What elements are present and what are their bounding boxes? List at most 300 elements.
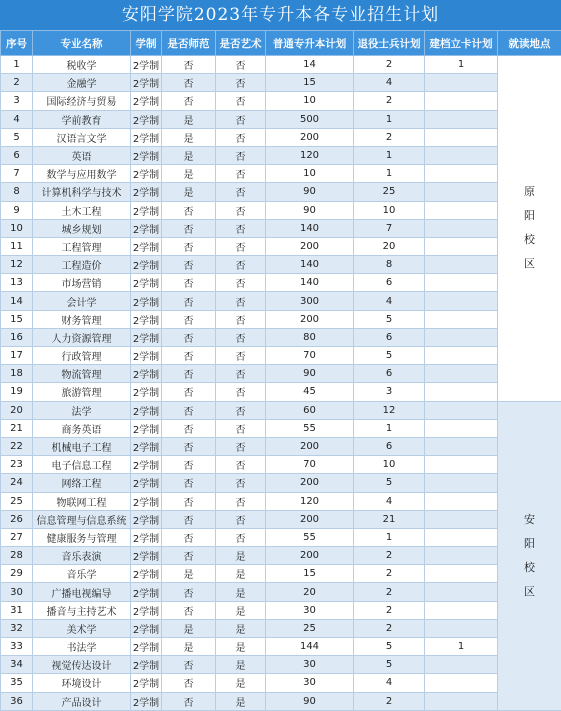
cell-art: 否 <box>216 256 266 274</box>
cell-poverty-plan <box>425 165 498 183</box>
cell-poverty-plan <box>425 419 498 437</box>
cell-duration: 2学制 <box>131 219 162 237</box>
cell-duration: 2学制 <box>131 310 162 328</box>
cell-duration: 2学制 <box>131 383 162 401</box>
table-row <box>1 292 561 310</box>
cell-veteran-plan: 2 <box>354 547 425 565</box>
cell-art: 是 <box>216 583 266 601</box>
cell-index: 32 <box>1 619 33 637</box>
cell-art: 是 <box>216 638 266 656</box>
table-row <box>1 656 561 674</box>
cell-normal: 否 <box>162 237 216 255</box>
cell-normal: 否 <box>162 456 216 474</box>
cell-location <box>498 401 561 710</box>
cell-regular-plan: 15 <box>266 565 354 583</box>
table-row <box>1 437 561 455</box>
cell-normal: 否 <box>162 510 216 528</box>
cell-art: 否 <box>216 183 266 201</box>
cell-normal: 否 <box>162 492 216 510</box>
cell-major: 工程造价 <box>33 256 131 274</box>
cell-duration: 2学制 <box>131 656 162 674</box>
table-row <box>1 128 561 146</box>
cell-major: 行政管理 <box>33 347 131 365</box>
header-normal: 是否师范 <box>162 31 216 56</box>
cell-normal: 否 <box>162 219 216 237</box>
cell-major: 信息管理与信息系统 <box>33 510 131 528</box>
cell-normal: 否 <box>162 92 216 110</box>
cell-normal: 是 <box>162 165 216 183</box>
cell-veteran-plan: 1 <box>354 110 425 128</box>
table-row <box>1 201 561 219</box>
cell-veteran-plan: 2 <box>354 128 425 146</box>
cell-index: 20 <box>1 401 33 419</box>
cell-duration: 2学制 <box>131 237 162 255</box>
cell-veteran-plan: 1 <box>354 528 425 546</box>
cell-major: 音乐表演 <box>33 547 131 565</box>
cell-veteran-plan: 2 <box>354 601 425 619</box>
cell-poverty-plan <box>425 292 498 310</box>
cell-veteran-plan: 10 <box>354 201 425 219</box>
cell-art: 否 <box>216 146 266 164</box>
cell-art: 否 <box>216 128 266 146</box>
cell-art: 否 <box>216 474 266 492</box>
cell-major: 美术学 <box>33 619 131 637</box>
cell-index: 34 <box>1 656 33 674</box>
cell-normal: 否 <box>162 583 216 601</box>
cell-duration: 2学制 <box>131 347 162 365</box>
cell-duration: 2学制 <box>131 510 162 528</box>
cell-art: 否 <box>216 310 266 328</box>
location-char: 原 <box>498 180 561 204</box>
cell-poverty-plan: 1 <box>425 56 498 74</box>
table-body <box>1 56 561 711</box>
cell-major: 电子信息工程 <box>33 456 131 474</box>
cell-art: 否 <box>216 528 266 546</box>
cell-veteran-plan: 3 <box>354 383 425 401</box>
cell-regular-plan: 70 <box>266 347 354 365</box>
cell-regular-plan: 300 <box>266 292 354 310</box>
cell-veteran-plan: 4 <box>354 292 425 310</box>
cell-index: 5 <box>1 128 33 146</box>
cell-veteran-plan: 10 <box>354 456 425 474</box>
cell-regular-plan: 140 <box>266 256 354 274</box>
cell-art: 否 <box>216 110 266 128</box>
cell-duration: 2学制 <box>131 674 162 692</box>
cell-veteran-plan: 5 <box>354 347 425 365</box>
cell-major: 市场营销 <box>33 274 131 292</box>
cell-regular-plan: 120 <box>266 146 354 164</box>
cell-index: 11 <box>1 237 33 255</box>
cell-normal: 否 <box>162 419 216 437</box>
cell-art: 是 <box>216 656 266 674</box>
cell-major: 书法学 <box>33 638 131 656</box>
cell-duration: 2学制 <box>131 437 162 455</box>
cell-regular-plan: 15 <box>266 74 354 92</box>
cell-veteran-plan: 2 <box>354 619 425 637</box>
cell-normal: 否 <box>162 201 216 219</box>
cell-major: 物联网工程 <box>33 492 131 510</box>
cell-poverty-plan <box>425 456 498 474</box>
table-row <box>1 383 561 401</box>
location-char: 区 <box>498 252 561 276</box>
cell-normal: 否 <box>162 401 216 419</box>
cell-art: 否 <box>216 492 266 510</box>
header-poverty-plan: 建档立卡计划 <box>425 31 498 56</box>
cell-normal: 否 <box>162 310 216 328</box>
cell-index: 36 <box>1 692 33 710</box>
cell-art: 是 <box>216 619 266 637</box>
cell-poverty-plan <box>425 310 498 328</box>
cell-veteran-plan: 1 <box>354 165 425 183</box>
cell-regular-plan: 120 <box>266 492 354 510</box>
cell-poverty-plan <box>425 219 498 237</box>
cell-poverty-plan <box>425 365 498 383</box>
cell-duration: 2学制 <box>131 619 162 637</box>
cell-normal: 否 <box>162 656 216 674</box>
cell-duration: 2学制 <box>131 528 162 546</box>
cell-duration: 2学制 <box>131 365 162 383</box>
cell-normal: 否 <box>162 56 216 74</box>
cell-veteran-plan: 6 <box>354 437 425 455</box>
cell-poverty-plan <box>425 110 498 128</box>
cell-veteran-plan: 2 <box>354 565 425 583</box>
cell-regular-plan: 80 <box>266 328 354 346</box>
cell-index: 23 <box>1 456 33 474</box>
cell-major: 工程管理 <box>33 237 131 255</box>
cell-major: 旅游管理 <box>33 383 131 401</box>
cell-art: 是 <box>216 547 266 565</box>
cell-duration: 2学制 <box>131 547 162 565</box>
cell-duration: 2学制 <box>131 56 162 74</box>
cell-regular-plan: 30 <box>266 601 354 619</box>
cell-index: 19 <box>1 383 33 401</box>
table-row <box>1 619 561 637</box>
cell-duration: 2学制 <box>131 456 162 474</box>
cell-poverty-plan <box>425 492 498 510</box>
cell-major: 健康服务与管理 <box>33 528 131 546</box>
cell-art: 否 <box>216 383 266 401</box>
cell-location <box>498 56 561 402</box>
location-char: 校 <box>498 228 561 252</box>
cell-poverty-plan <box>425 128 498 146</box>
table-row <box>1 165 561 183</box>
cell-duration: 2学制 <box>131 292 162 310</box>
cell-normal: 否 <box>162 547 216 565</box>
table-row <box>1 347 561 365</box>
cell-major: 广播电视编导 <box>33 583 131 601</box>
cell-regular-plan: 200 <box>266 128 354 146</box>
cell-art: 否 <box>216 347 266 365</box>
cell-major: 物流管理 <box>33 365 131 383</box>
cell-normal: 否 <box>162 256 216 274</box>
table-row <box>1 674 561 692</box>
cell-regular-plan: 90 <box>266 692 354 710</box>
cell-index: 16 <box>1 328 33 346</box>
cell-index: 28 <box>1 547 33 565</box>
cell-duration: 2学制 <box>131 165 162 183</box>
cell-normal: 是 <box>162 638 216 656</box>
table-row <box>1 110 561 128</box>
cell-duration: 2学制 <box>131 601 162 619</box>
cell-regular-plan: 25 <box>266 619 354 637</box>
cell-normal: 否 <box>162 328 216 346</box>
header-art: 是否艺术 <box>216 31 266 56</box>
cell-poverty-plan <box>425 256 498 274</box>
cell-poverty-plan <box>425 510 498 528</box>
cell-regular-plan: 10 <box>266 165 354 183</box>
table-row <box>1 401 561 419</box>
cell-index: 14 <box>1 292 33 310</box>
cell-duration: 2学制 <box>131 401 162 419</box>
cell-normal: 否 <box>162 692 216 710</box>
cell-duration: 2学制 <box>131 274 162 292</box>
cell-index: 22 <box>1 437 33 455</box>
table-row <box>1 638 561 656</box>
table-row <box>1 583 561 601</box>
table-row <box>1 310 561 328</box>
cell-art: 否 <box>216 201 266 219</box>
cell-major: 数学与应用数学 <box>33 165 131 183</box>
cell-index: 7 <box>1 165 33 183</box>
cell-art: 否 <box>216 219 266 237</box>
cell-major: 土木工程 <box>33 201 131 219</box>
table-row <box>1 237 561 255</box>
cell-regular-plan: 55 <box>266 419 354 437</box>
header-regular-plan: 普通专升本计划 <box>266 31 354 56</box>
cell-index: 6 <box>1 146 33 164</box>
cell-regular-plan: 45 <box>266 383 354 401</box>
cell-normal: 否 <box>162 437 216 455</box>
cell-regular-plan: 144 <box>266 638 354 656</box>
cell-regular-plan: 200 <box>266 437 354 455</box>
cell-index: 3 <box>1 92 33 110</box>
cell-duration: 2学制 <box>131 328 162 346</box>
cell-poverty-plan <box>425 274 498 292</box>
cell-art: 否 <box>216 510 266 528</box>
cell-art: 否 <box>216 165 266 183</box>
cell-index: 35 <box>1 674 33 692</box>
cell-duration: 2学制 <box>131 183 162 201</box>
cell-art: 否 <box>216 74 266 92</box>
cell-veteran-plan: 6 <box>354 328 425 346</box>
cell-art: 否 <box>216 328 266 346</box>
location-char: 安 <box>498 508 561 532</box>
cell-major: 财务管理 <box>33 310 131 328</box>
cell-duration: 2学制 <box>131 638 162 656</box>
table-row <box>1 474 561 492</box>
cell-duration: 2学制 <box>131 256 162 274</box>
table-title: 安阳学院2023年专升本各专业招生计划 <box>0 0 561 30</box>
cell-major: 视觉传达设计 <box>33 656 131 674</box>
cell-regular-plan: 200 <box>266 310 354 328</box>
cell-normal: 否 <box>162 274 216 292</box>
cell-duration: 2学制 <box>131 474 162 492</box>
cell-veteran-plan: 8 <box>354 256 425 274</box>
cell-art: 否 <box>216 401 266 419</box>
cell-poverty-plan <box>425 201 498 219</box>
cell-major: 网络工程 <box>33 474 131 492</box>
cell-regular-plan: 200 <box>266 547 354 565</box>
header-major: 专业名称 <box>33 31 131 56</box>
cell-index: 18 <box>1 365 33 383</box>
cell-poverty-plan <box>425 692 498 710</box>
cell-duration: 2学制 <box>131 110 162 128</box>
cell-poverty-plan <box>425 674 498 692</box>
cell-duration: 2学制 <box>131 128 162 146</box>
cell-major: 音乐学 <box>33 565 131 583</box>
cell-art: 是 <box>216 692 266 710</box>
table-row <box>1 547 561 565</box>
cell-normal: 否 <box>162 528 216 546</box>
cell-regular-plan: 200 <box>266 237 354 255</box>
cell-regular-plan: 500 <box>266 110 354 128</box>
cell-veteran-plan: 5 <box>354 638 425 656</box>
cell-major: 法学 <box>33 401 131 419</box>
cell-poverty-plan <box>425 347 498 365</box>
cell-index: 31 <box>1 601 33 619</box>
cell-poverty-plan <box>425 401 498 419</box>
cell-index: 12 <box>1 256 33 274</box>
cell-art: 否 <box>216 437 266 455</box>
cell-major: 金融学 <box>33 74 131 92</box>
cell-normal: 否 <box>162 601 216 619</box>
cell-art: 是 <box>216 674 266 692</box>
cell-normal: 否 <box>162 383 216 401</box>
cell-veteran-plan: 6 <box>354 365 425 383</box>
cell-index: 33 <box>1 638 33 656</box>
cell-major: 计算机科学与技术 <box>33 183 131 201</box>
cell-art: 否 <box>216 292 266 310</box>
cell-major: 城乡规划 <box>33 219 131 237</box>
cell-index: 29 <box>1 565 33 583</box>
cell-poverty-plan <box>425 619 498 637</box>
table-row <box>1 219 561 237</box>
cell-normal: 否 <box>162 74 216 92</box>
cell-major: 商务英语 <box>33 419 131 437</box>
cell-regular-plan: 30 <box>266 656 354 674</box>
cell-veteran-plan: 1 <box>354 419 425 437</box>
cell-poverty-plan <box>425 74 498 92</box>
cell-major: 学前教育 <box>33 110 131 128</box>
cell-duration: 2学制 <box>131 583 162 601</box>
header-veteran-plan: 退役士兵计划 <box>354 31 425 56</box>
cell-art: 是 <box>216 601 266 619</box>
cell-art: 否 <box>216 419 266 437</box>
cell-index: 15 <box>1 310 33 328</box>
table-row <box>1 274 561 292</box>
cell-major: 会计学 <box>33 292 131 310</box>
cell-index: 27 <box>1 528 33 546</box>
cell-major: 汉语言文学 <box>33 128 131 146</box>
location-char: 校 <box>498 556 561 580</box>
header-duration: 学制 <box>131 31 162 56</box>
cell-normal: 是 <box>162 183 216 201</box>
cell-veteran-plan: 2 <box>354 92 425 110</box>
cell-index: 25 <box>1 492 33 510</box>
cell-normal: 是 <box>162 110 216 128</box>
table-row <box>1 601 561 619</box>
cell-normal: 否 <box>162 674 216 692</box>
table-row <box>1 92 561 110</box>
cell-major: 播音与主持艺术 <box>33 601 131 619</box>
cell-normal: 是 <box>162 128 216 146</box>
location-char: 阳 <box>498 204 561 228</box>
cell-art: 否 <box>216 56 266 74</box>
cell-art: 否 <box>216 92 266 110</box>
cell-poverty-plan <box>425 528 498 546</box>
cell-index: 8 <box>1 183 33 201</box>
cell-normal: 否 <box>162 474 216 492</box>
cell-duration: 2学制 <box>131 692 162 710</box>
cell-veteran-plan: 6 <box>354 274 425 292</box>
cell-poverty-plan: 1 <box>425 638 498 656</box>
cell-index: 1 <box>1 56 33 74</box>
cell-major: 机械电子工程 <box>33 437 131 455</box>
cell-veteran-plan: 1 <box>354 146 425 164</box>
cell-index: 26 <box>1 510 33 528</box>
cell-normal: 是 <box>162 619 216 637</box>
cell-veteran-plan: 5 <box>354 310 425 328</box>
header-index: 序号 <box>1 31 33 56</box>
cell-major: 环境设计 <box>33 674 131 692</box>
cell-regular-plan: 90 <box>266 365 354 383</box>
cell-veteran-plan: 4 <box>354 674 425 692</box>
table-row <box>1 456 561 474</box>
cell-poverty-plan <box>425 437 498 455</box>
table-row <box>1 183 561 201</box>
cell-veteran-plan: 5 <box>354 656 425 674</box>
cell-poverty-plan <box>425 547 498 565</box>
cell-regular-plan: 140 <box>266 274 354 292</box>
cell-veteran-plan: 2 <box>354 692 425 710</box>
cell-duration: 2学制 <box>131 92 162 110</box>
cell-art: 否 <box>216 274 266 292</box>
cell-index: 9 <box>1 201 33 219</box>
cell-poverty-plan <box>425 583 498 601</box>
cell-art: 否 <box>216 365 266 383</box>
cell-normal: 否 <box>162 347 216 365</box>
cell-index: 13 <box>1 274 33 292</box>
table-row <box>1 56 561 74</box>
table-row <box>1 510 561 528</box>
header-row <box>1 31 561 56</box>
cell-major: 国际经济与贸易 <box>33 92 131 110</box>
cell-veteran-plan: 4 <box>354 74 425 92</box>
cell-regular-plan: 10 <box>266 92 354 110</box>
cell-regular-plan: 90 <box>266 201 354 219</box>
cell-normal: 是 <box>162 146 216 164</box>
cell-poverty-plan <box>425 328 498 346</box>
table-row <box>1 256 561 274</box>
table-row <box>1 328 561 346</box>
cell-duration: 2学制 <box>131 492 162 510</box>
cell-veteran-plan: 12 <box>354 401 425 419</box>
cell-major: 产品设计 <box>33 692 131 710</box>
table-row <box>1 146 561 164</box>
cell-major: 人力资源管理 <box>33 328 131 346</box>
table-row <box>1 492 561 510</box>
cell-index: 17 <box>1 347 33 365</box>
table-row <box>1 528 561 546</box>
cell-veteran-plan: 2 <box>354 583 425 601</box>
table-row <box>1 419 561 437</box>
cell-regular-plan: 20 <box>266 583 354 601</box>
cell-poverty-plan <box>425 601 498 619</box>
enrollment-plan-table <box>0 30 561 711</box>
location-char: 区 <box>498 580 561 604</box>
cell-veteran-plan: 21 <box>354 510 425 528</box>
cell-regular-plan: 55 <box>266 528 354 546</box>
